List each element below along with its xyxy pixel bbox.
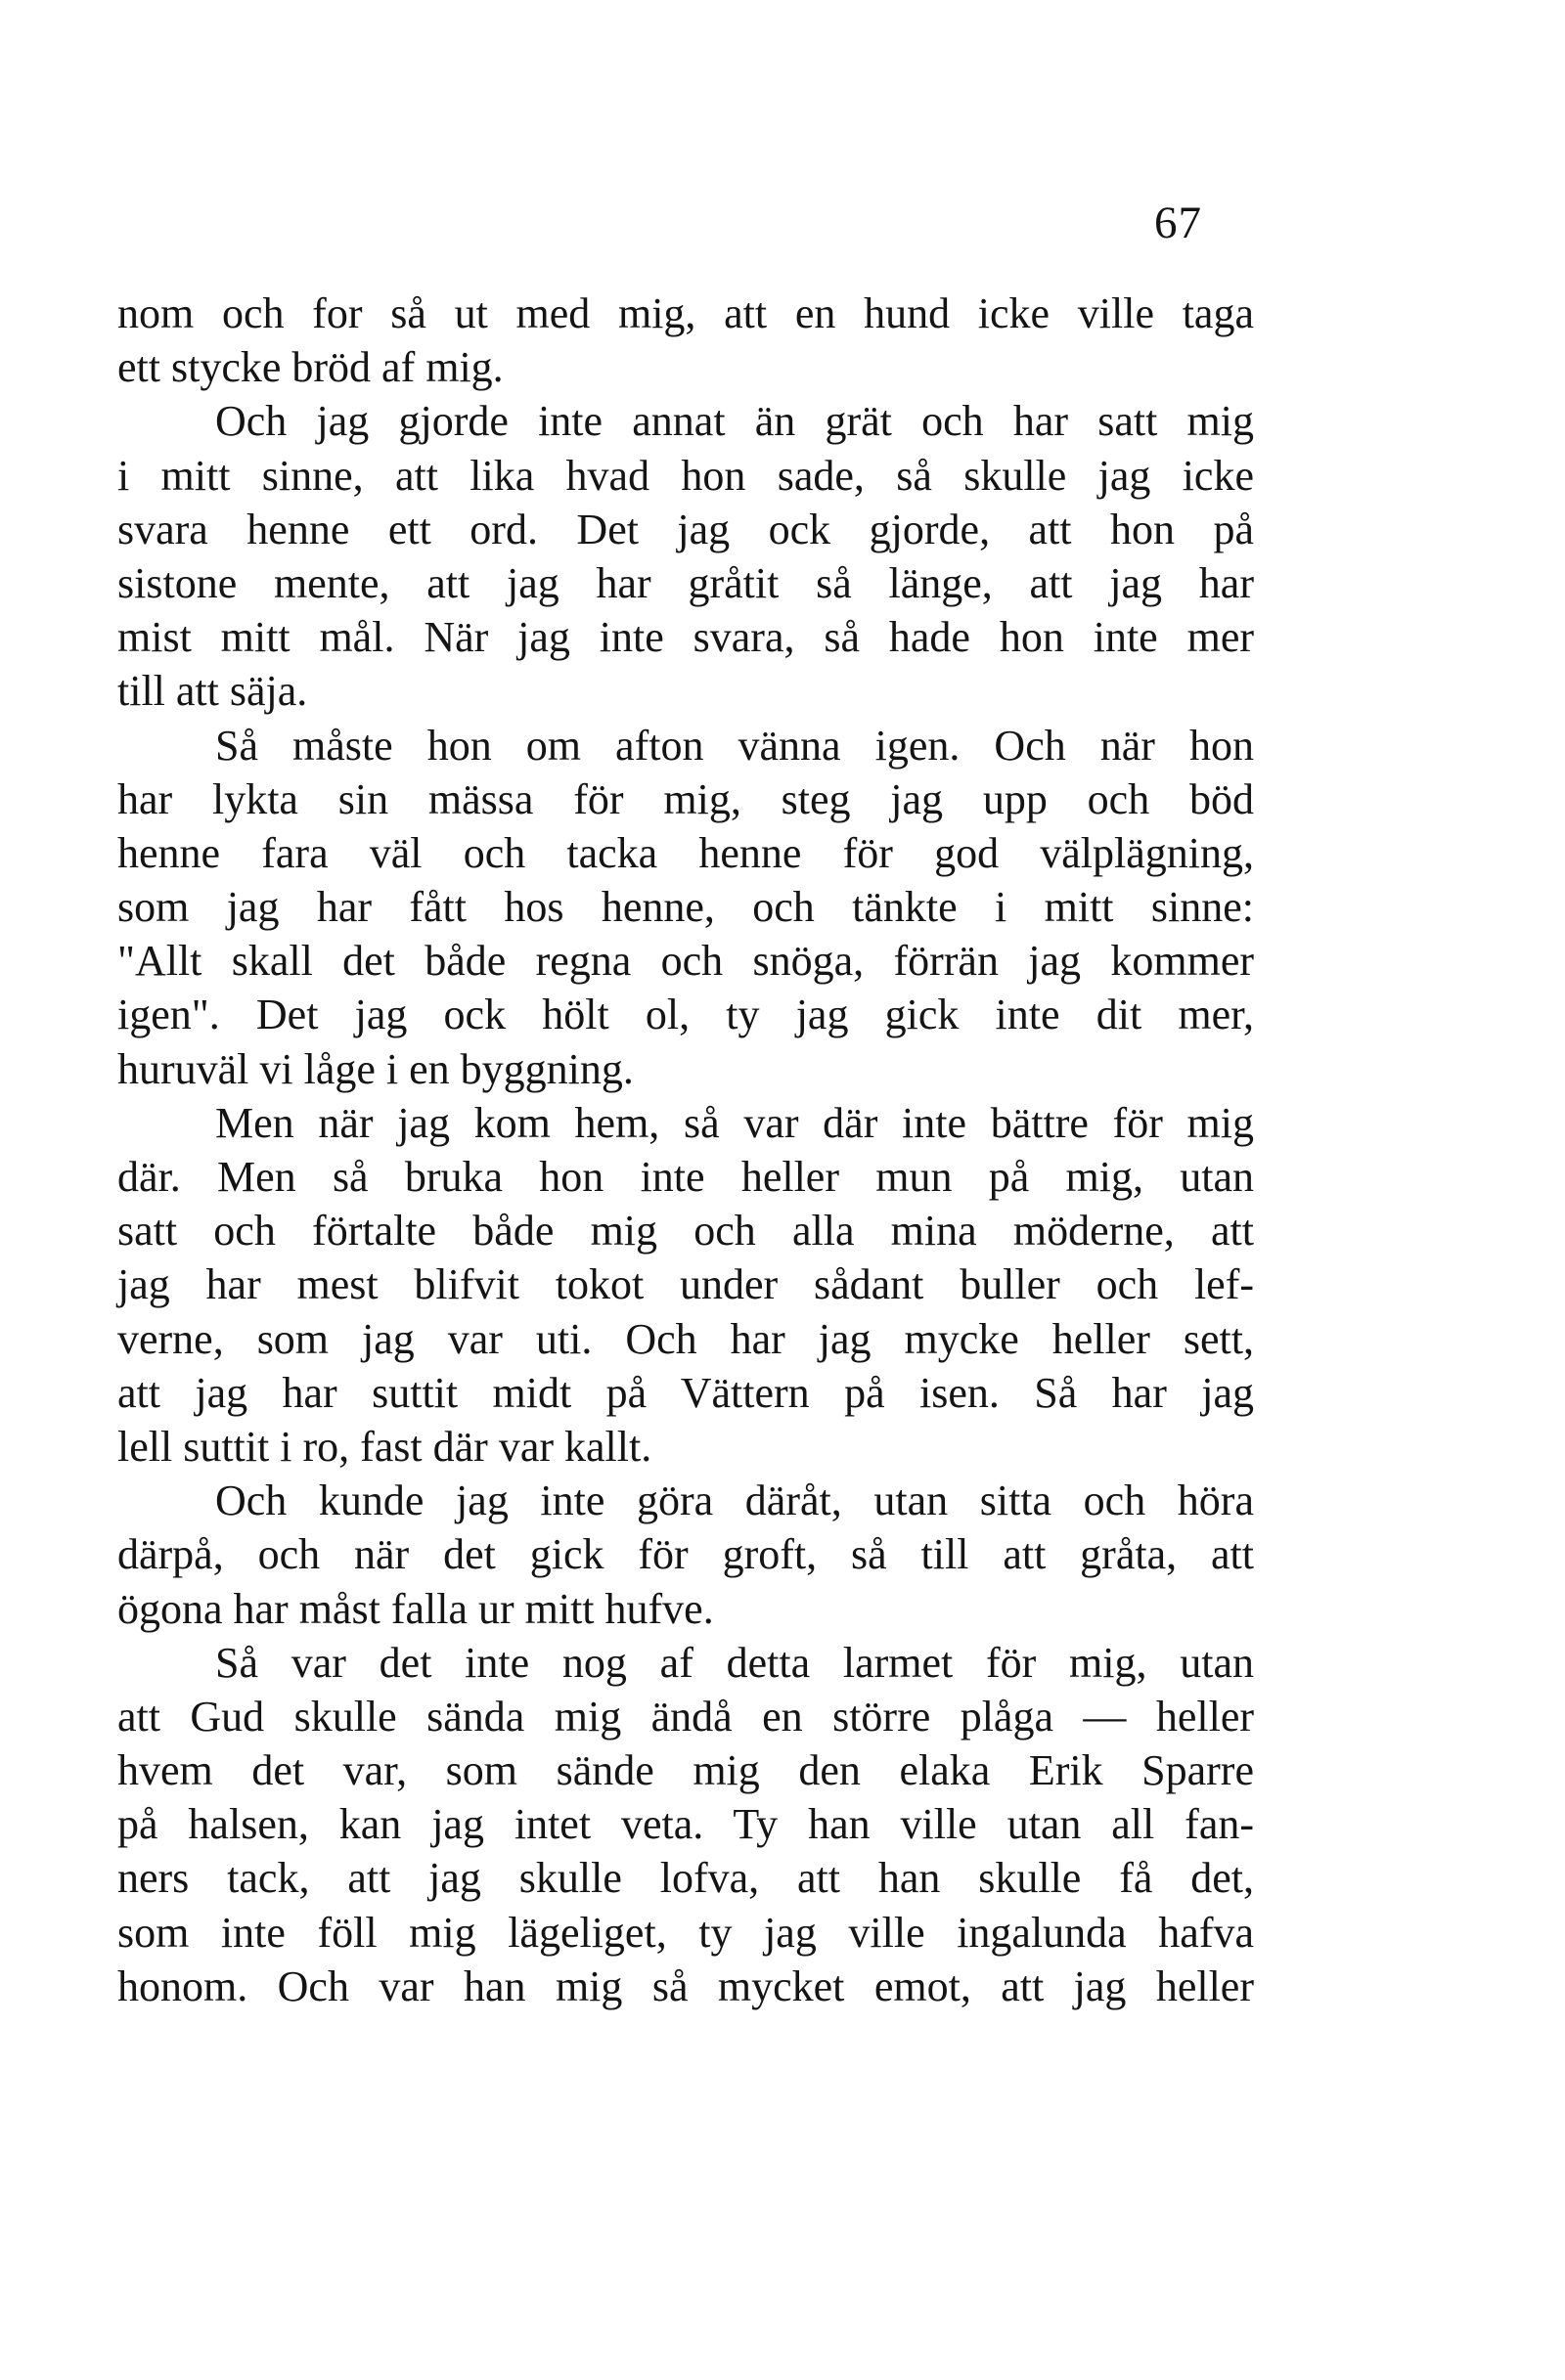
text-line: har lykta sin mässa för mig, steg jag upp och böd (117, 774, 1254, 823)
text-line: till att säja. (117, 667, 308, 716)
text-line: Så var det inte nog af detta larmet för mig, utan (215, 1638, 1254, 1687)
text-line: huruväl vi låge i en byggning. (117, 1044, 634, 1093)
text-line: Och jag gjorde inte annat än grät och har satt mig (215, 397, 1254, 446)
text-line: som jag har fått hos henne, och tänkte i mitt sinne: (117, 883, 1254, 932)
text-line: satt och förtalte både mig och alla mina möderne, att (117, 1207, 1254, 1256)
text-line: ögona har måst falla ur mitt hufve. (117, 1584, 714, 1633)
text-line: mist mitt mål. När jag inte svara, så hade hon inte mer (117, 613, 1254, 662)
text-line: Och kunde jag inte göra däråt, utan sitta och höra (215, 1476, 1254, 1525)
text-line: därpå, och när det gick för groft, så till att gråta, att (117, 1530, 1254, 1579)
page-number: 67 (1154, 198, 1202, 248)
text-line: i mitt sinne, att lika hvad hon sade, så skulle jag icke (117, 451, 1254, 500)
text-line: Men när jag kom hem, så var där inte bättre för mig (215, 1098, 1254, 1147)
text-line: "Allt skall det både regna och snöga, förrän jag kommer (117, 937, 1254, 986)
text-line: henne fara väl och tacka henne för god välplägning, (117, 828, 1254, 877)
text-line: lell suttit i ro, fast där var kallt. (117, 1422, 652, 1471)
text-line: där. Men så bruka hon inte heller mun på mig, utan (117, 1153, 1254, 1201)
text-line: honom. Och var han mig så mycket emot, att jag heller (117, 1961, 1254, 2010)
text-line: att jag har suttit midt på Vättern på isen. Så har jag (117, 1368, 1254, 1417)
text-line: på halsen, kan jag intet veta. Ty han ville utan all fan- (117, 1800, 1254, 1849)
text-line: nom och for så ut med mig, att en hund icke ville taga (117, 289, 1254, 337)
text-line: ett stycke bröd af mig. (117, 343, 504, 392)
text-line: verne, som jag var uti. Och har jag mycke heller sett, (117, 1314, 1254, 1363)
text-line: sistone mente, att jag har gråtit så länge, att jag har (117, 558, 1254, 607)
text-line: jag har mest blifvit tokot under sådant buller och lef- (117, 1260, 1254, 1309)
text-line: att Gud skulle sända mig ändå en större plåga — heller (117, 1692, 1254, 1741)
text-line: som inte föll mig lägeliget, ty jag ville ingalunda hafva (117, 1908, 1254, 1957)
text-line: svara henne ett ord. Det jag ock gjorde, att hon på (117, 505, 1254, 553)
text-line: hvem det var, som sände mig den elaka Erik Sparre (117, 1746, 1254, 1795)
text-line: Så måste hon om afton vänna igen. Och när hon (215, 721, 1254, 770)
body-text (117, 286, 1254, 2013)
text-line: ners tack, att jag skulle lofva, att han skulle få det, (117, 1854, 1254, 1903)
text-line: igen". Det jag ock hölt ol, ty jag gick inte dit mer, (117, 991, 1254, 1039)
